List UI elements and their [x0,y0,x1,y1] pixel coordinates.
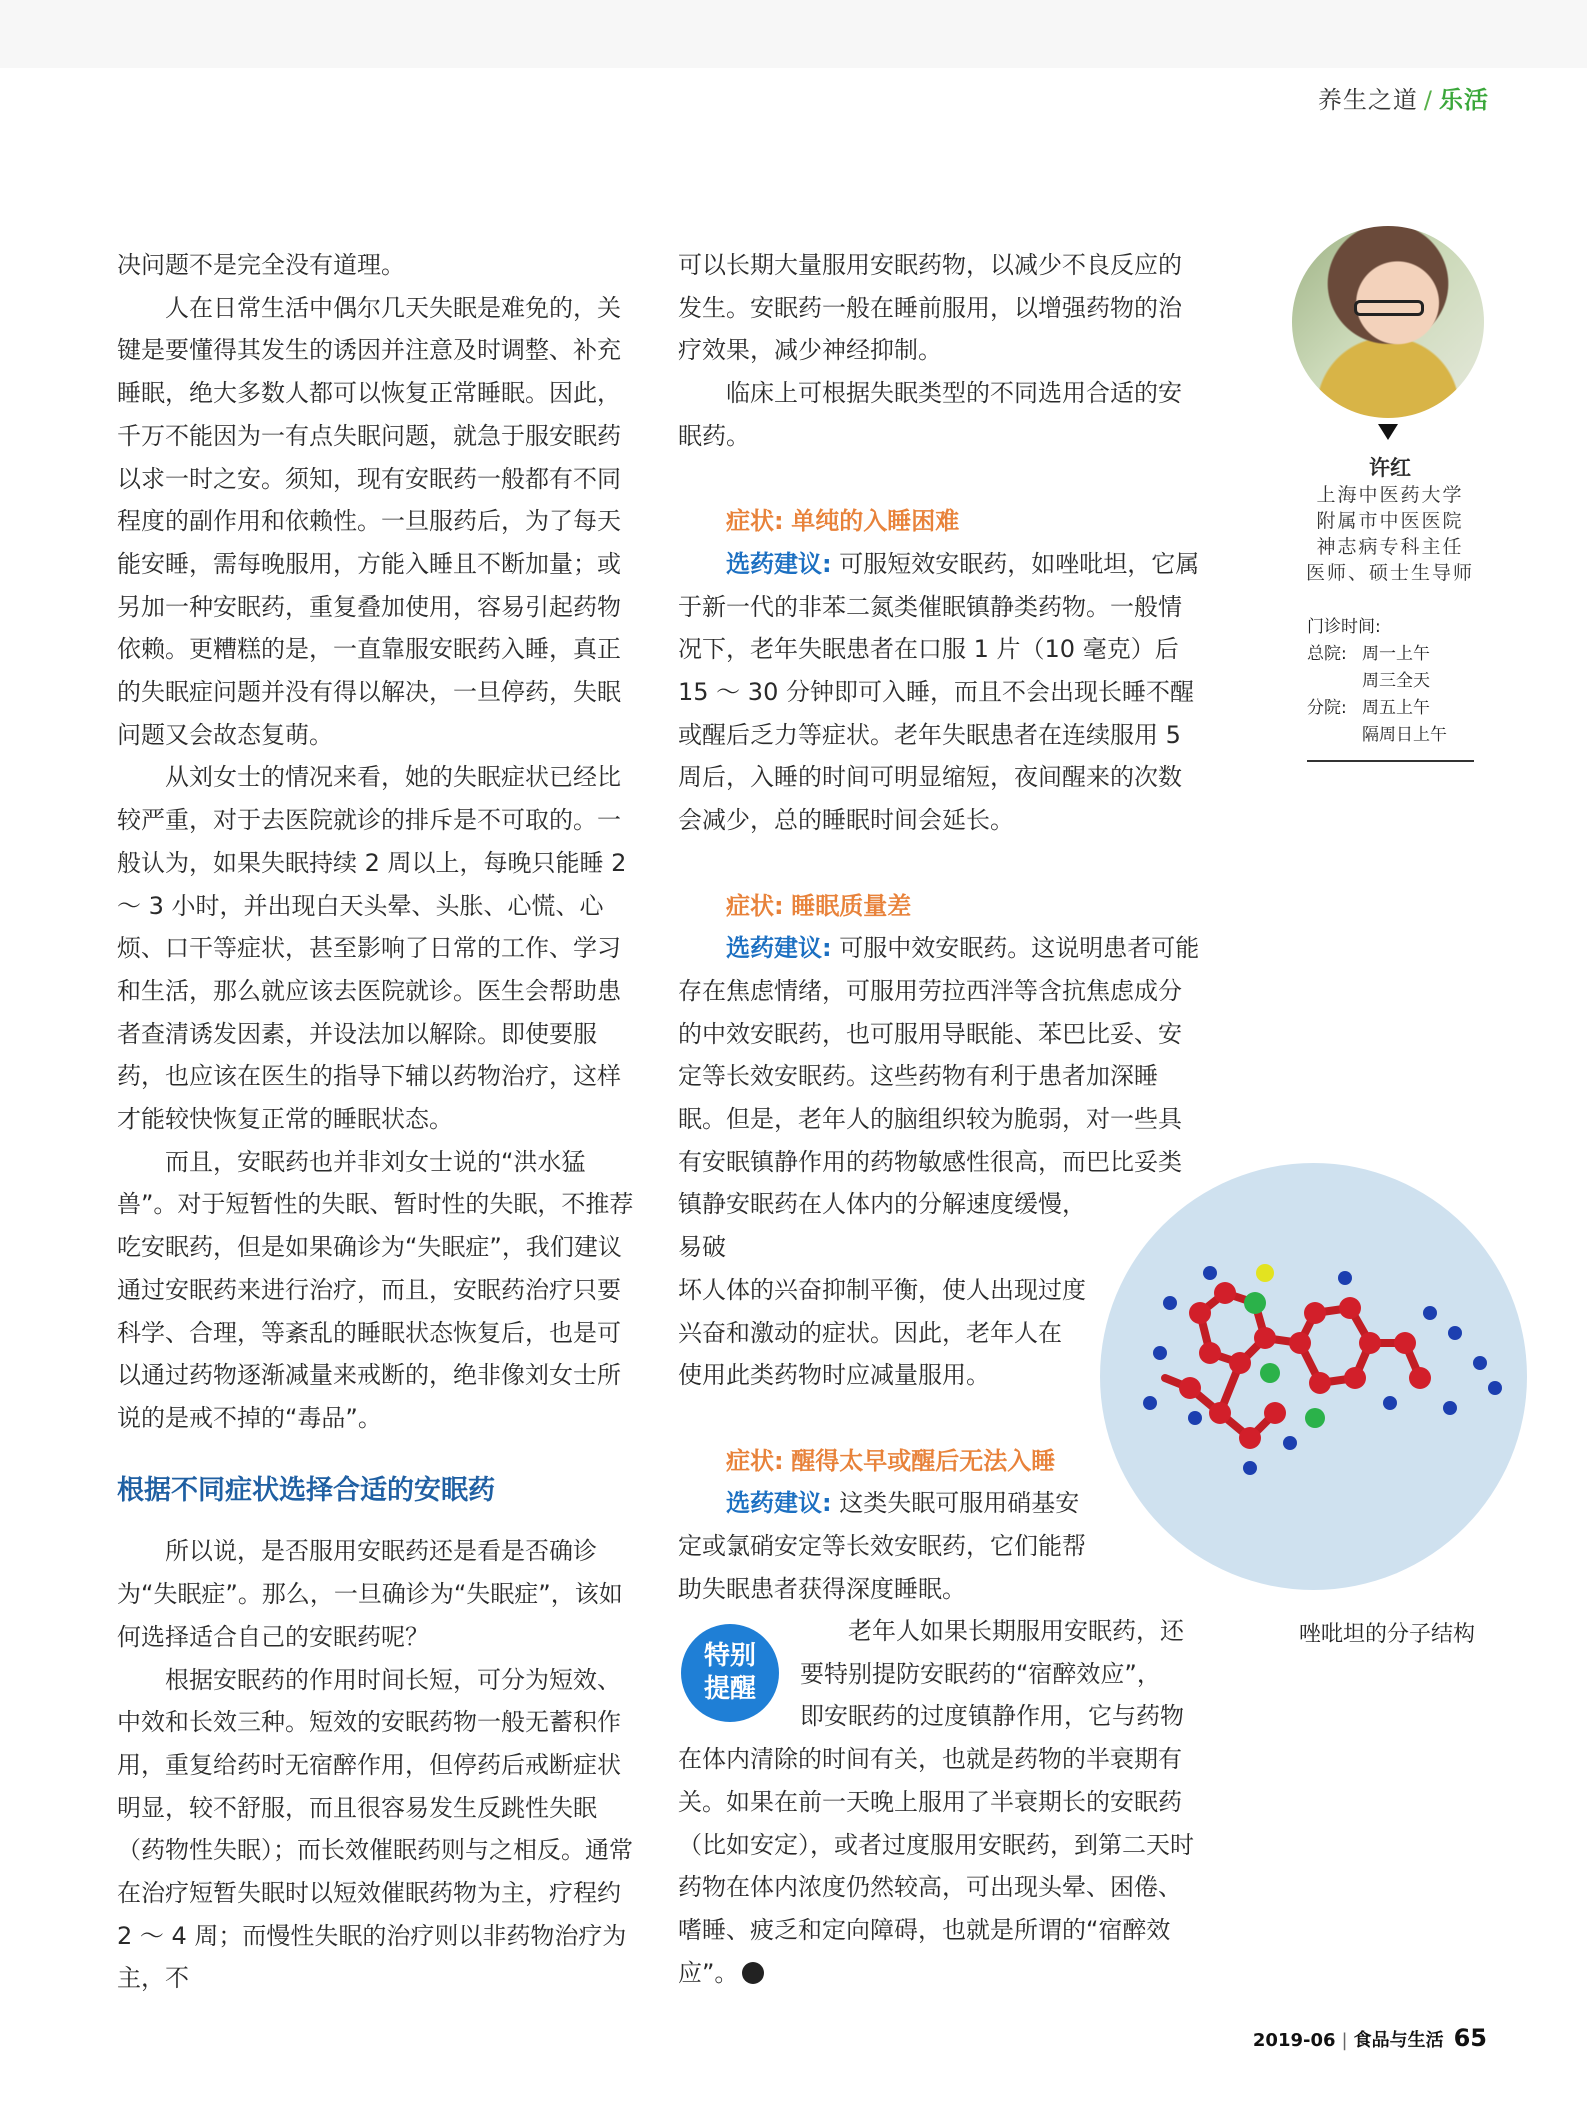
expert-title-line: 医师、硕士生导师 [1305,562,1474,584]
header-divider: / [1423,86,1433,114]
expert-bio [1300,454,1480,586]
expert-name: 许红 [1369,456,1411,480]
paragraph: 决问题不是完全没有道理。 [117,251,405,279]
symptom-heading: 症状: 单纯的入睡困难 [726,507,960,536]
molecule-model-icon [1100,1163,1527,1590]
text-line: 坏人体的兴奋抑制平衡，使人出现过度 [678,1275,1086,1304]
footer-divider: | [1341,2030,1348,2051]
clinic-label: 分院: [1307,698,1347,718]
paragraph: 可以长期大量服用安眠药物，以减少不良反应的发生。安眠药一般在睡前服用，以增强药物的治疗效果，减少神经抑制。 [678,251,1182,365]
clinic-hours-title: 门诊时间: [1307,617,1381,637]
top-band [0,0,1587,68]
divider [1307,760,1474,762]
special-reminder-badge: 特别 提醒 [681,1624,779,1722]
text-line: 使用此类药物时应减量服用。 [678,1361,990,1390]
paragraph: 临床上可根据失眠类型的不同选用合适的安眠药。 [678,379,1182,450]
symptom-heading: 症状: 醒得太早或醒后无法入睡 [726,1446,1056,1475]
suggestion-paragraph: 选药建议: 可服中效安眠药。这说明患者可能存在焦虑情绪，可服用劳拉西泮等含抗焦虑成分的中效安眠药，也可服用导眠能、苯巴比妥、安定等长效安眠药。这些药物有利于患者加深睡眠。但是，老年人的脑组织较为脆弱，对一些具有安眠镇静作用的药物敏感性很高，而巴比妥类 [678,934,1200,1176]
text-line: 助失眠患者获得深度睡眠。 [678,1574,966,1603]
clinic-time: 周一上午 [1362,644,1430,664]
paragraph: 所以说，是否服用安眠药还是看是否确诊为“失眠症”。那么，一旦确诊为“失眠症”，该如何选择适合自己的安眠药呢？ [117,1537,623,1651]
clinic-hours [1307,614,1447,749]
molecule-caption: 唑吡坦的分子结构 [1299,1622,1476,1647]
expert-title-line: 附属市中医医院 [1316,510,1464,532]
suggestion-line: 选药建议: 这类失眠可服用硝基安 [726,1489,1080,1518]
page-number: 65 [1453,2024,1487,2052]
clinic-time: 隔周日上午 [1362,725,1447,745]
expert-portrait [1292,226,1484,418]
molecule-illustration [1100,1163,1527,1590]
paragraph: 根据安眠药的作用时间长短，可分为短效、中效和长效三种。短效的安眠药物一般无蓄积作用，重复给药时无宿醉作用，但停药后戒断症状明显，较不舒服，而且很容易发生反跳性失眠（药物性失眠）；而长效催眠药则与之相反。通常在治疗短暂失眠时以短效催眠药物为主，疗程约 2 ～ 4 周；而慢性失眠的治疗则以非药物治疗为主，不 [117,1665,633,1993]
expert-title-line: 上海中医药大学 [1316,484,1464,506]
section-name: 养生之道 [1317,86,1418,114]
glasses-shape [1354,300,1424,316]
issue-date: 2019-06 [1252,2030,1336,2051]
subsection-name: 乐活 [1439,86,1489,114]
special-reminder-text: 老年人如果长期服用安眠药，还 要特别提防安眠药的“宿醉效应”， 即安眠药的过度镇静作用，它与药物 在体内清除的时间有关，也就是药物的半衰期有关。如果在前一天晚上服用了半衰期长的安眠药（比如安定），或者过度服用安眠药，到第二天时药物在体内浓度仍然较高，可出现头晕、困倦、嗜睡、疲乏和定向障碍，也就是所谓的“宿醉效应”。 [678,1617,1194,1987]
end-mark-icon [742,1962,764,1984]
clinic-time: 周三全天 [1362,671,1430,691]
magazine-name: 食品与生活 [1353,2030,1444,2051]
text-line: 镇静安眠药在人体内的分解速度缓慢，易破 [678,1190,1086,1262]
clinic-time: 周五上午 [1362,698,1430,718]
article-column-left [117,244,640,2000]
text-line: 兴奋和激动的症状。因此，老年人在 [678,1318,1062,1347]
symptom-heading: 症状: 睡眠质量差 [726,891,912,920]
paragraph: 而且，安眠药也并非刘女士说的“洪水猛兽”。对于短暂性的失眠、暂时性的失眠，不推荐吃安眠药，但是如果确诊为“失眠症”，我们建议通过安眠药来进行治疗，而且，安眠药治疗只要科学、合理，等紊乱的睡眠状态恢复后，也是可以通过药物逐渐减量来戒断的，绝非像刘女士所说的是戒不掉的“毒品”。 [117,1147,634,1432]
expert-title-line: 神志病专科主任 [1316,536,1464,558]
paragraph: 人在日常生活中偶尔几天失眠是难免的，关键是要懂得其发生的诱因并注意及时调整、补充睡眠，绝大多数人都可以恢复正常睡眠。因此，千万不能因为一有点失眠问题，就急于服安眠药以求一时之安。须知，现有安眠药一般都有不同程度的副作用和依赖性。一旦服药后，为了每天能安睡，需每晚服用，方能入睡且不断加量；或另加一种安眠药，重复叠加使用，容易引起药物依赖。更糟糕的是，一直靠服安眠药入睡，真正的失眠症问题并没有得以解决，一旦停药，失眠问题又会故态复萌。 [117,293,621,749]
section-heading: 根据不同症状选择合适的安眠药 [117,1474,495,1506]
triangle-down-icon [1378,424,1398,440]
suggestion-paragraph: 选药建议: 可服短效安眠药，如唑吡坦，它属于新一代的非苯二氮类催眠镇静类药物。一般情况下，老年失眠患者在口服 1 片（10 毫克）后 15 ～ 30 分钟即可入睡，而且不会出现长睡不醒或醒后乏力等症状。老年失眠患者在连续服用 5 周后，入睡的时间可明显缩短，夜间醒来的次数会减少，总的睡眠时间会延长。 [678,549,1200,835]
page-footer [1253,2024,1487,2052]
section-header [1318,80,1489,115]
clinic-label: 总院: [1307,644,1347,664]
text-line: 定或氯硝安定等长效安眠药，它们能帮 [678,1532,1086,1561]
paragraph: 从刘女士的情况来看，她的失眠症状已经比较严重，对于去医院就诊的排斥是不可取的。一般认为，如果失眠持续 2 周以上，每晚只能睡 2 ～ 3 小时，并出现白天头晕、头胀、心慌、心烦、口干等症状，甚至影响了日常的工作、学习和生活，那么就应该去医院就诊。医生会帮助患者查清诱发因素，并设法加以解除。即使要服药，也应该在医生的指导下辅以药物治疗，这样才能较快恢复正常的睡眠状态。 [117,763,627,1134]
